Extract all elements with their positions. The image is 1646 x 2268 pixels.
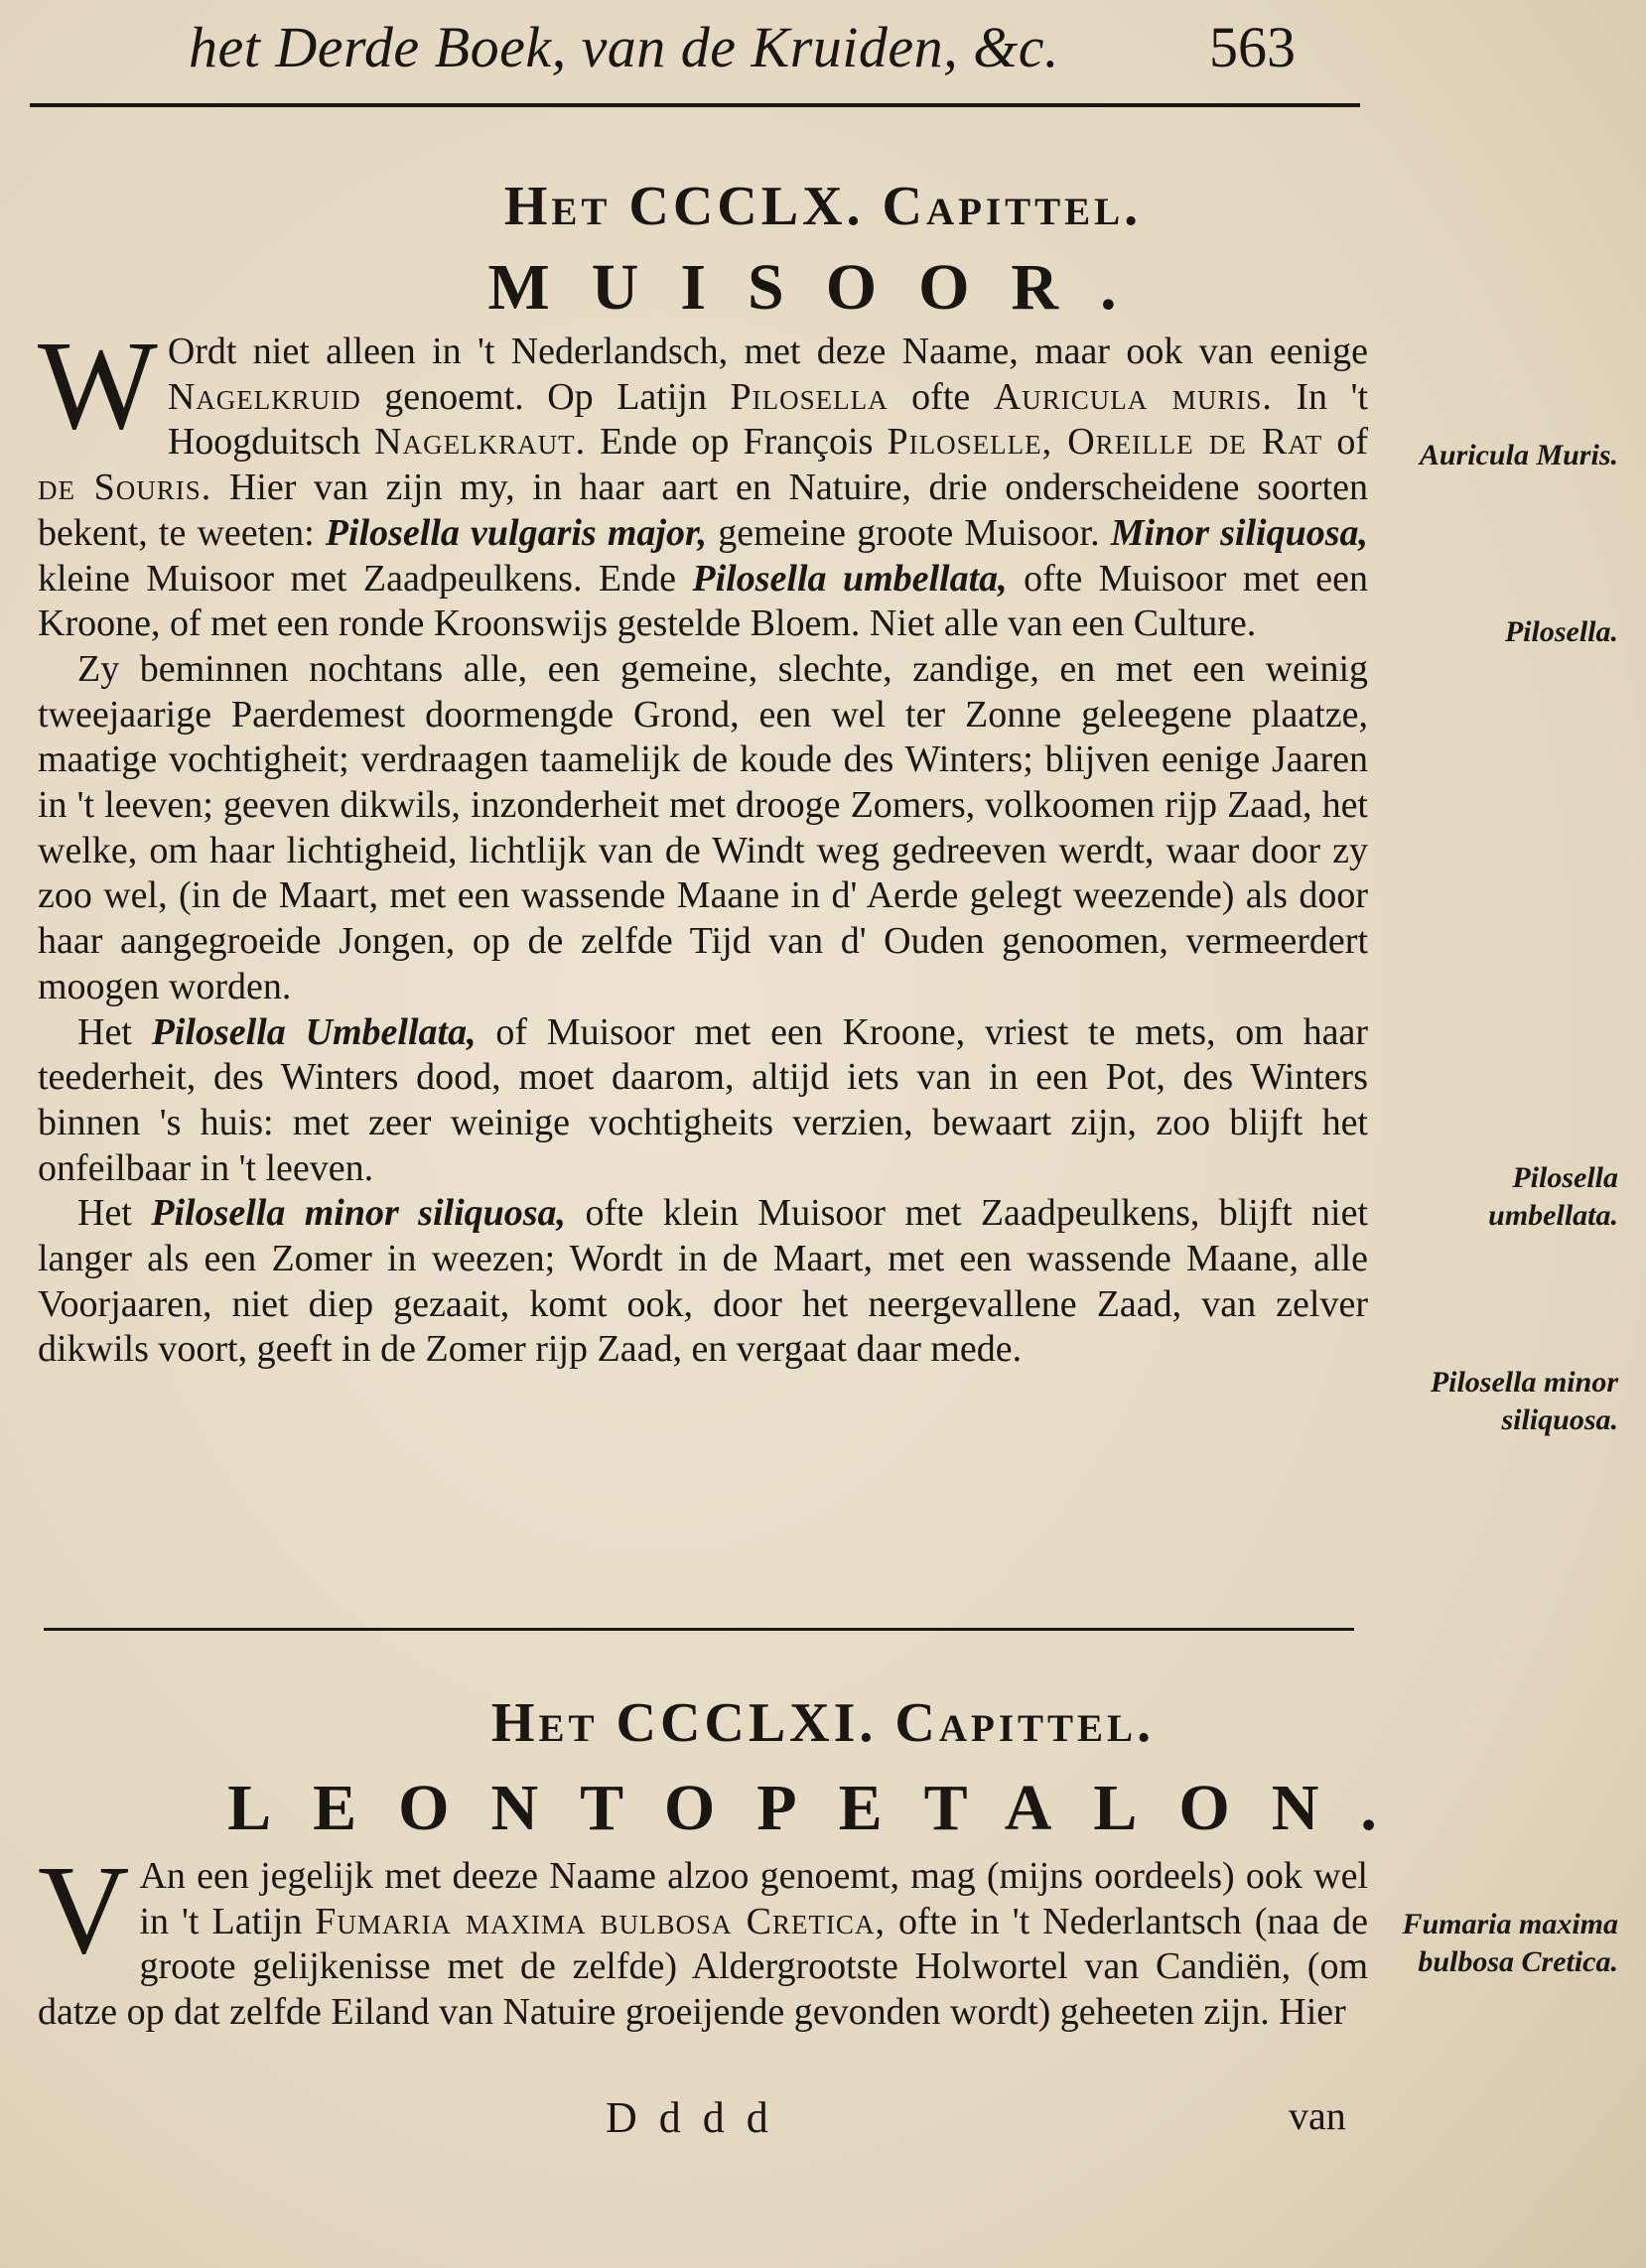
chapter-360-text: [38, 315, 1369, 1373]
chapter-361-heading: Het CCCLXI. Capittel.: [490, 1692, 1156, 1754]
chapter-361-text: [38, 1839, 1369, 2036]
paragraph: W Ordt niet alleen in 't Nederlandsch, met deze Naame, maar ook van eenige Nagelkruid genoemt. Op Latijn Pilosella ofte Auricula muris. In 't Hoogduitsch Nagelkraut. Ende op François Piloselle, Oreille de Rat of de Souris. Hier van zijn my, in haar aart en Natuire, drie onderscheidene soorten bekent, te weeten: Pilosella vulgaris major, gemeine groote Muisoor. Minor siliquosa, kleine Muisoor met Zaadpeulkens. Ende Pilosella umbellata, ofte Muisoor met een Kroone, of met een ronde Kroonswijs gestelde Bloem. Niet alle van een Culture.: [38, 315, 1369, 645]
signature-mark: Dddd: [606, 2093, 790, 2142]
paragraph: Het Pilosella minor siliquosa, ofte klein Muisoor met Zaadpeulkens, blijft niet langer als een Zomer in weezen; Wordt in de Maart, met een wassende Maane, alle Voorjaaren, niet diep gezaait, komt ook, door het neergevallene Zaad, van zelver dikwils voort, geeft in de Zomer rijp Zaad, en vergaat daar mede.: [38, 1192, 1368, 1371]
margin-note: Pilosella.: [1504, 615, 1618, 648]
top-rule: [30, 103, 1360, 107]
paragraph: V An een jegelijk met deeze Naame alzoo genoemt, mag (mijns oordeels) ook wel in 't Latijn Fumaria maxima bulbosa Cretica, ofte in 't Nederlantsch (naa de groote gelijkenisse met de zelfde) Aldergrootste Holwortel van Candiën, (om datze op dat zelfde Eiland van Natuire groeijende gevonden wordt) geheeten zijn. Hier: [38, 1839, 1369, 2034]
paragraph: Het Pilosella Umbellata, of Muisoor met een Kroone, vriest te mets, om haar teederheit, des Winters dood, moet daarom, altijd iets van in een Pot, des Winters binnen 's huis: met zeer weinige vochtigheits verzien, bewaart zijn, zoo blijft het onfeilbaar in 't leeven.: [38, 1010, 1369, 1189]
chapter-360-title: MUISOOR.: [487, 251, 1159, 324]
chapter-360-heading: Het CCCLX. Capittel.: [503, 176, 1143, 237]
chapter-361-title: LEONTOPETALON.: [227, 1772, 1419, 1844]
margin-note: Pilosella umbellata.: [1488, 1161, 1618, 1232]
paragraph: Zy beminnen nochtans alle, een gemeine, slechte, zandige, en met een weinig tweejaarige Paerdemest doormengde Grond, een wel ter Zonne geleegene plaatze, maatige vochtigheit; verdraagen taamelijk de koude des Winters; blijven eenige Jaaren in 't leeven; geeven dikwils, inzonderheit met drooge Zomers, volkoomen rijp Zaad, het welke, om haar lichtigheid, lichtlijk van de Windt weg gedreeven werdt, waar door zy zoo wel, (in de Maart, met een wassende Maane in d' Aerde gelegt weezende) als door haar aangegroeide Jongen, op de zelfde Tijd van d' Ouden genoomen, vermeerdert moogen worden.: [38, 647, 1368, 1007]
drop-cap: W: [38, 315, 158, 456]
running-head-text: het Derde Boek, van de Kruiden, &c.: [189, 15, 1060, 79]
catchword: van: [1289, 2093, 1346, 2138]
margin-note: Pilosella minor siliquosa.: [1430, 1366, 1618, 1436]
running-head: [189, 8, 1380, 87]
drop-cap: V: [38, 1839, 130, 1980]
page-number: 563: [1209, 15, 1296, 79]
chapter-divider-rule: [44, 1628, 1354, 1631]
margin-note: Fumaria maxima bulbosa Cretica.: [1402, 1908, 1618, 1978]
margin-note: Auricula Muris.: [1419, 439, 1618, 471]
